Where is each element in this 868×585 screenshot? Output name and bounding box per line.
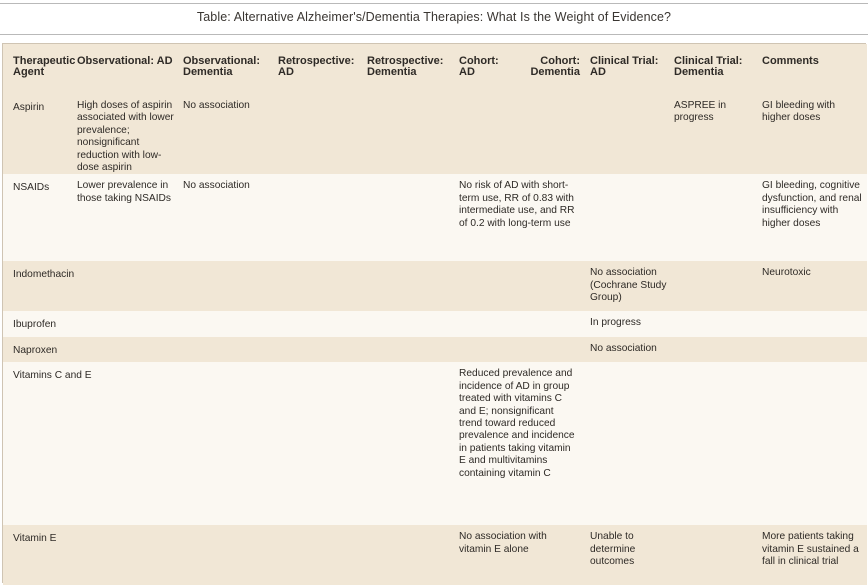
comments-cell <box>762 311 867 337</box>
clinical-trial-dementia-cell <box>674 174 762 261</box>
cohort-ad-cell: No association with vitamin E alone <box>459 531 547 555</box>
retrospective-ad-cell <box>278 337 367 362</box>
clinical-trial-ad-cell: Unable to determine outcomes <box>590 531 636 568</box>
agent-cell: Vitamins C and E <box>13 370 92 382</box>
retrospective-ad-cell <box>278 94 367 174</box>
retrospective-dementia-cell <box>367 337 459 362</box>
retrospective-dementia-cell <box>367 261 459 311</box>
comments-cell <box>762 337 867 362</box>
observational-dementia-cell: No association <box>183 100 250 111</box>
observational-dementia-cell <box>183 311 278 337</box>
agent-cell: Indomethacin <box>13 269 75 281</box>
retrospective-ad-cell <box>278 362 367 525</box>
retrospective-dementia-cell <box>367 94 459 174</box>
agent-cell: Naproxen <box>13 345 58 357</box>
clinical-trial-ad-cell: No association (Cochrane Study Group) <box>590 267 667 304</box>
cohort-ad-cell: Reduced prevalence and incidence of AD in group treated with vitamins C and E; nonsignificant trend toward reduced prevalence and incidence in patients taking vitamin E and multivitamins containing vitamin C <box>459 368 575 479</box>
cohort-ad-cell <box>459 337 516 362</box>
clinical-trial-dementia-cell <box>674 261 762 311</box>
comments-cell: Neurotoxic <box>762 267 811 279</box>
column-header: Cohort: Dementia <box>530 55 580 78</box>
table-row <box>3 525 867 585</box>
cohort-dementia-cell <box>516 337 590 362</box>
column-header: Comments <box>762 55 819 67</box>
retrospective-ad-cell <box>278 311 367 337</box>
table-row <box>3 261 867 311</box>
comments-cell <box>762 362 867 525</box>
cohort-ad-cell <box>459 311 516 337</box>
observational-ad-cell: Lower prevalence in those taking NSAIDs <box>77 180 171 204</box>
table-row <box>3 174 867 261</box>
retrospective-dementia-cell <box>367 362 459 525</box>
cohort-ad-cell <box>459 94 516 174</box>
comments-cell: More patients taking vitamin E sustained a fall in clinical trial <box>762 531 859 568</box>
retrospective-dementia-cell <box>367 174 459 261</box>
comments-cell: GI bleeding with higher doses <box>762 100 836 124</box>
table-row <box>3 94 867 174</box>
evidence-table <box>2 43 866 583</box>
cohort-ad-cell: No risk of AD with short-term use, RR of 0.83 with intermediate use, and RR of 0.2 with long-term use <box>459 180 575 229</box>
column-header: Therapeutic Agent <box>13 55 76 78</box>
column-header: Clinical Trial: AD <box>590 55 659 78</box>
agent-cell: Ibuprofen <box>13 319 57 331</box>
cohort-dementia-cell <box>516 261 590 311</box>
column-header: Retrospective: Dementia <box>367 55 444 78</box>
table-row <box>3 311 867 337</box>
column-header: Observational: Dementia <box>183 55 261 78</box>
agent-cell: Aspirin <box>13 102 45 113</box>
column-header: Retrospective: AD <box>278 55 355 78</box>
comments-cell: GI bleeding, cognitive dysfunction, and renal insufficiency with higher doses <box>762 180 862 229</box>
clinical-trial-dementia-cell <box>674 362 762 525</box>
agent-cell: NSAIDs <box>13 182 50 194</box>
clinical-trial-ad-cell: In progress <box>590 317 641 329</box>
observational-dementia-cell <box>183 261 278 311</box>
title-rule <box>0 34 868 35</box>
clinical-trial-ad-cell <box>590 362 674 525</box>
header-row <box>3 44 867 94</box>
table-title: Table: Alternative Alzheimer's/Dementia Therapies: What Is the Weight of Evidence? <box>196 10 672 24</box>
cohort-dementia-cell <box>516 94 590 174</box>
retrospective-ad-cell <box>278 174 367 261</box>
observational-dementia-cell <box>183 337 278 362</box>
observational-dementia-cell: No association <box>183 180 250 192</box>
table-row <box>3 337 867 362</box>
observational-dementia-cell <box>183 362 278 525</box>
retrospective-dementia-cell <box>367 525 459 585</box>
clinical-trial-ad-cell <box>590 94 674 174</box>
top-rule <box>0 3 868 4</box>
retrospective-ad-cell <box>278 525 367 585</box>
clinical-trial-dementia-cell <box>674 525 762 585</box>
observational-ad-cell: High doses of aspirin associated with lower prevalence; nonsignificant reduction with low-dose aspirin <box>77 100 174 174</box>
agent-cell: Vitamin E <box>13 533 57 545</box>
column-header: Cohort: AD <box>459 55 499 78</box>
retrospective-dementia-cell <box>367 311 459 337</box>
clinical-trial-ad-cell <box>590 174 674 261</box>
retrospective-ad-cell <box>278 261 367 311</box>
table-row <box>3 362 867 525</box>
clinical-trial-dementia-cell <box>674 337 762 362</box>
cohort-ad-cell <box>459 261 516 311</box>
clinical-trial-ad-cell: No association <box>590 343 657 355</box>
clinical-trial-dementia-cell <box>674 311 762 337</box>
observational-dementia-cell <box>183 525 278 585</box>
cohort-dementia-cell <box>516 311 590 337</box>
column-header: Clinical Trial: Dementia <box>674 55 743 78</box>
column-header: Observational: AD <box>77 55 173 67</box>
clinical-trial-dementia-cell: ASPREE in progress <box>674 100 727 124</box>
